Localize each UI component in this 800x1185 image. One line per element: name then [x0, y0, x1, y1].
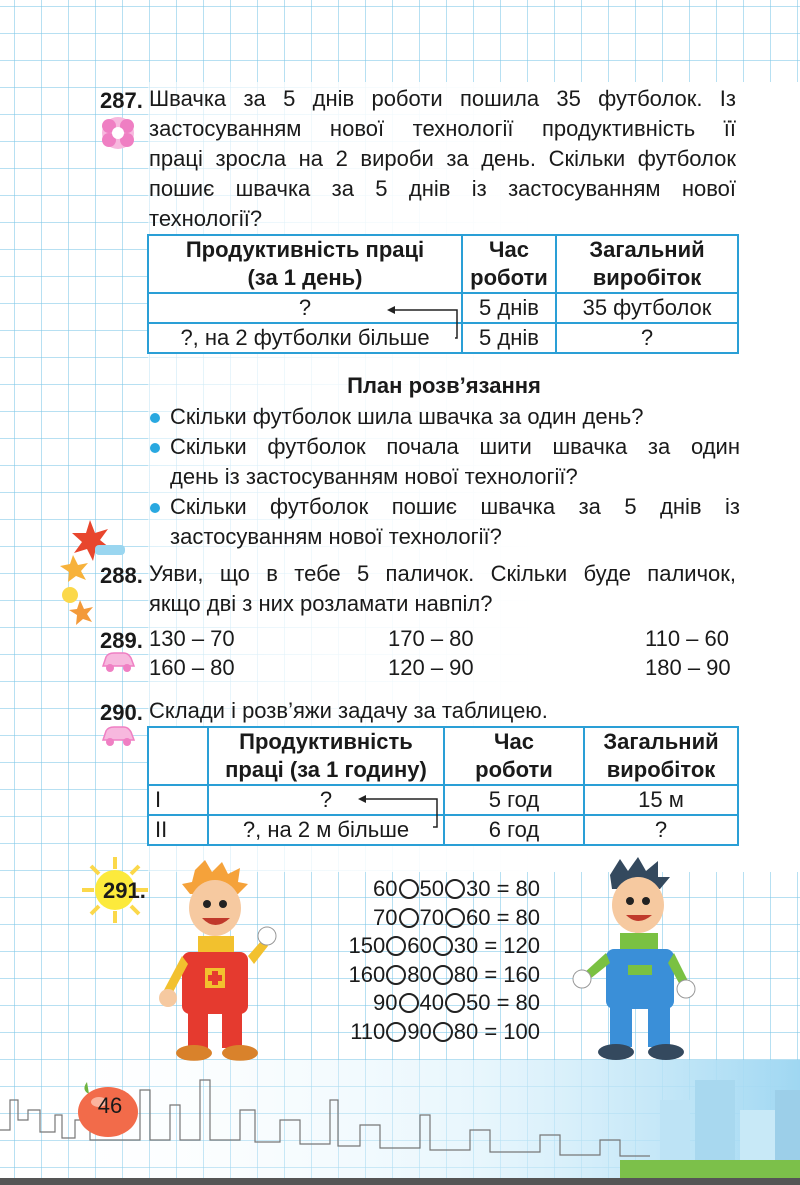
- header-line: (за 1 день): [247, 265, 363, 290]
- task-288-number: 288.: [100, 563, 143, 588]
- operand: 50 = 80: [465, 990, 540, 1015]
- header-line: Загальний: [589, 237, 705, 262]
- header-line: роботи: [475, 757, 553, 782]
- equation-row: [310, 904, 540, 933]
- expression: 180 – 90: [645, 655, 731, 680]
- plan-item-continuation: застосуванням нової технології?: [170, 524, 502, 549]
- task-290-number: 290.: [100, 700, 143, 725]
- table-cell: 35 футболок: [556, 293, 738, 323]
- equation-row: [310, 875, 540, 904]
- table-cell: 5 днів: [462, 293, 556, 323]
- blank-circle-icon[interactable]: [386, 965, 406, 985]
- table-header: [584, 727, 738, 785]
- bullet-icon: [150, 503, 160, 513]
- operand: 80: [407, 961, 432, 987]
- task-287-line: застосуванням нової технології продуктивність її: [149, 116, 736, 141]
- plan-item: [150, 492, 740, 522]
- operand: 60: [407, 933, 432, 958]
- task-287-line: технології?: [149, 206, 263, 231]
- operand: 80 = 160: [453, 961, 540, 987]
- blank-circle-icon[interactable]: [433, 965, 453, 985]
- table-cell: 15 м: [584, 785, 738, 815]
- flower-icon: [95, 113, 141, 153]
- task-288-line: Уяви, що в тебе 5 паличок. Скільки буде паличок,: [149, 561, 736, 586]
- table-cell: II: [148, 815, 208, 845]
- boy-blue-overalls-illustration: [570, 855, 710, 1065]
- header-line: Час: [489, 237, 529, 262]
- operand: 150: [348, 933, 386, 958]
- expression: 130 – 70: [149, 626, 235, 651]
- blank-circle-icon[interactable]: [399, 993, 419, 1013]
- equations-block: [310, 875, 540, 1046]
- operand: 30 = 120: [453, 933, 540, 958]
- blank-circle-icon[interactable]: [445, 879, 465, 899]
- expression: 170 – 80: [388, 626, 474, 651]
- operand: 40: [419, 990, 444, 1015]
- blank-circle-icon[interactable]: [433, 936, 453, 956]
- blank-circle-icon[interactable]: [445, 993, 465, 1013]
- header-line: Продуктивність: [239, 729, 413, 754]
- plan-item-text: Скільки футболок пошиє швачка за 5 днів із: [170, 494, 740, 519]
- table-cell: I: [148, 785, 208, 815]
- equation-row: [310, 1018, 540, 1047]
- bullet-icon: [150, 413, 160, 423]
- task-288-text: [149, 559, 736, 619]
- header-line: праці (за 1 годину): [225, 757, 427, 782]
- plan-item-text: Скільки футболок шила швачка за один день?: [170, 404, 644, 429]
- table-cell: ?: [584, 815, 738, 845]
- table-header: [556, 235, 738, 293]
- table-header: [148, 235, 462, 293]
- task-287-line: пошиє швачка за 5 днів із застосуванням нової: [149, 176, 736, 201]
- task-291-number: 291.: [103, 878, 146, 903]
- table-cell: 5 днів: [462, 323, 556, 353]
- operand: 60: [373, 876, 398, 901]
- operand: 30 = 80: [465, 876, 540, 901]
- operand: 70: [373, 904, 398, 930]
- bullet-icon: [150, 443, 160, 453]
- table-header: [148, 727, 208, 785]
- task-289-number: 289.: [100, 628, 143, 653]
- arrow-icon: [355, 787, 445, 833]
- table-header: [462, 235, 556, 293]
- table-header: [208, 727, 444, 785]
- task-290-text: Склади і розв’яжи задачу за таблицею.: [149, 698, 548, 723]
- equation-row: [310, 961, 540, 990]
- plan-title: План розв’язання: [347, 373, 541, 398]
- operand: 90: [407, 1018, 432, 1044]
- expression: 160 – 80: [149, 655, 235, 680]
- blank-circle-icon[interactable]: [386, 936, 406, 956]
- plan-item-text: Скільки футболок почала шити швачка за один: [170, 434, 740, 459]
- header-line: виробіток: [606, 757, 716, 782]
- table-header: [444, 727, 584, 785]
- operand: 110: [350, 1018, 386, 1044]
- equation-row: [310, 989, 540, 1018]
- header-line: роботи: [470, 265, 548, 290]
- task-287-number: 287.: [100, 88, 143, 113]
- plan-item: [150, 402, 740, 432]
- blank-circle-icon[interactable]: [399, 879, 419, 899]
- blank-circle-icon[interactable]: [386, 1022, 406, 1042]
- operand: 60 = 80: [465, 904, 540, 930]
- blank-circle-icon[interactable]: [445, 908, 465, 928]
- operand: 80 = 100: [453, 1018, 540, 1044]
- arrow-icon: [385, 300, 465, 342]
- plan-item: [150, 432, 740, 462]
- boy-red-overalls-illustration: [150, 860, 280, 1065]
- table-cell: ?, на 2 футболки більше: [148, 323, 462, 353]
- task-287-text: [149, 84, 736, 234]
- plan-list: [150, 402, 740, 552]
- operand: 160: [348, 961, 386, 987]
- table-cell: ?, на 2 м більше: [208, 815, 444, 845]
- table-cell: ?: [208, 785, 444, 815]
- header-line: Загальний: [603, 729, 719, 754]
- task-287-line: Швачка за 5 днів роботи пошила 35 футболок. Із: [149, 86, 736, 111]
- task-288-line: якщо дві з них розламати навпіл?: [149, 591, 493, 616]
- table-cell: ?: [148, 293, 462, 323]
- task-287-line: праці зросла на 2 вироби за день. Скільки футболок: [149, 146, 736, 171]
- plan-item-continuation: день із застосуванням нової технології?: [170, 464, 578, 489]
- header-line: Час: [494, 729, 534, 754]
- equation-row: [310, 932, 540, 961]
- table-cell: 6 год: [444, 815, 584, 845]
- blank-circle-icon[interactable]: [433, 1022, 453, 1042]
- header-line: Продуктивність праці: [185, 237, 425, 262]
- page-number: 46: [97, 1093, 123, 1118]
- table-cell: 5 год: [444, 785, 584, 815]
- blank-circle-icon[interactable]: [399, 908, 419, 928]
- operand: 50: [419, 876, 444, 901]
- expression: 110 – 60: [645, 626, 730, 651]
- expression: 120 – 90: [388, 655, 474, 680]
- table-cell: ?: [556, 323, 738, 353]
- operand: 70: [419, 904, 444, 930]
- operand: 90: [373, 990, 398, 1015]
- header-line: виробіток: [592, 265, 702, 290]
